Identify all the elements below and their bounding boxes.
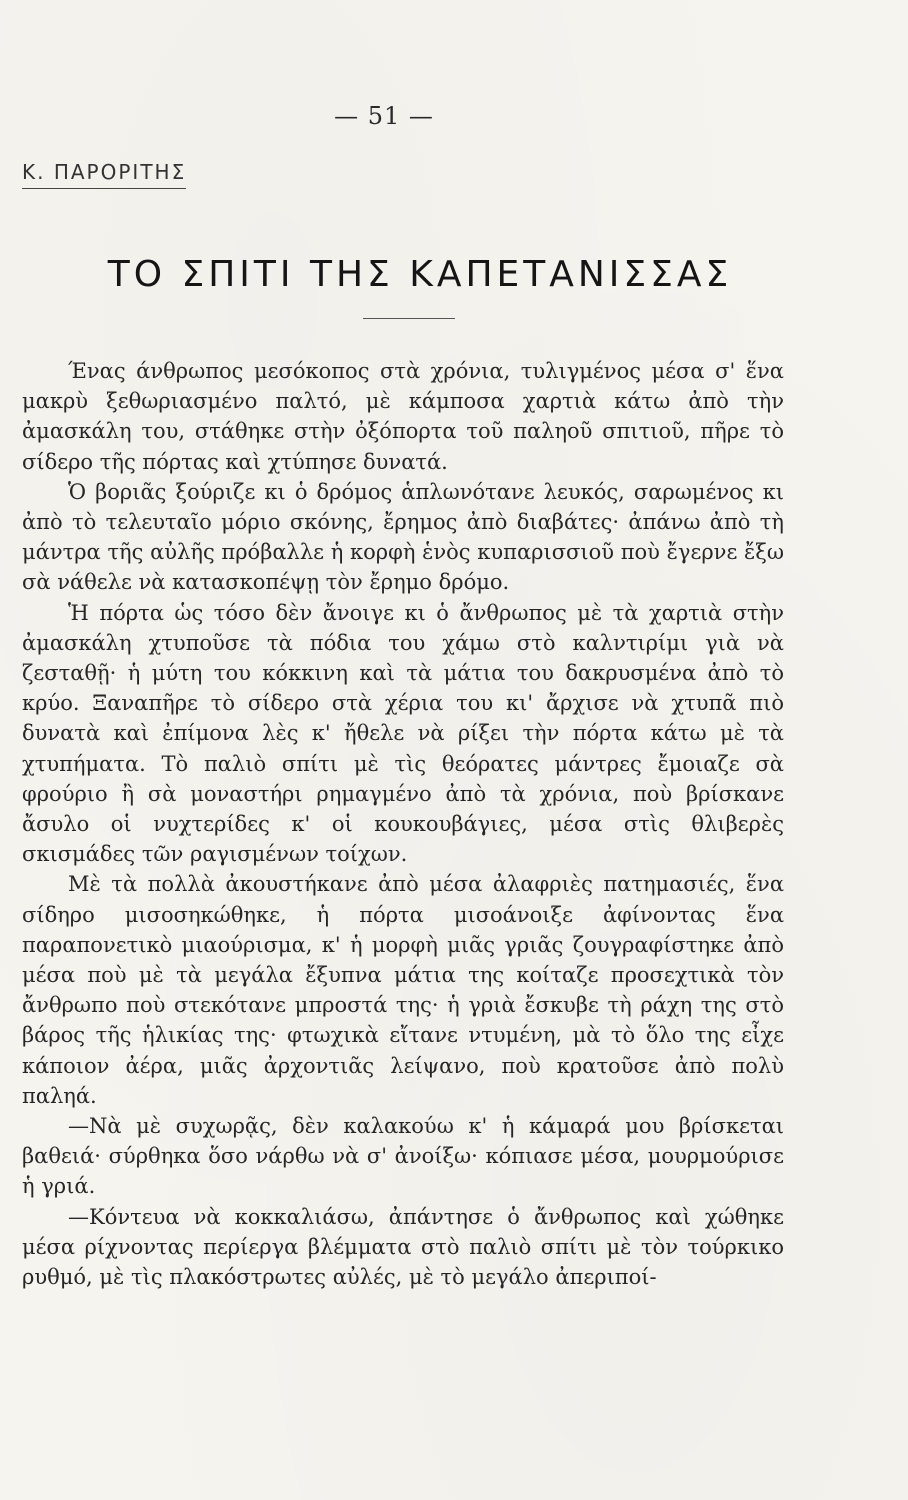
paragraph: Ὁ βοριᾶς ξούριζε κι ὁ δρόμος ἁπλωνότανε λευκός, σαρωμένος κι ἀπὸ τὸ τελευταῖο μόριο σκόνης, ἔρημος ἀπὸ διαβάτες· ἀπάνω ἀπὸ τὴ μάντρα τῆς αὐλῆς πρόβαλλε ἡ κορφὴ ἑνὸς κυπαρισσιοῦ ποὺ ἔγερνε ἔξω σὰ νάθελε νὰ κατασκοπέψῃ τὸν ἔρημο δρόμο. <box>22 479 784 595</box>
author-name: Κ. ΠΑΡΟΡΙΤΗΣ <box>22 160 186 189</box>
title-divider <box>363 318 455 319</box>
story-body <box>22 356 784 1292</box>
page-number: — 51 — <box>334 102 434 130</box>
story-title: ΤΟ ΣΠΙΤΙ ΤΗΣ ΚΑΠΕΤΑΝΙΣΣΑΣ <box>107 254 733 295</box>
paragraph: —Κόντευα νὰ κοκκαλιάσω, ἀπάντησε ὁ ἄνθρωπος καὶ χώθηκε μέσα ρίχνοντας περίεργα βλέμματα στὸ παλιὸ σπίτι μὲ τὸν τούρκικο ρυθμό, μὲ τὶς πλακόστρωτες αὐλές, μὲ τὸ μεγάλο ἀπεριποί- <box>22 1204 784 1290</box>
paragraph: Ένας άνθρωπος μεσόκοπος στὰ χρόνια, τυλιγμένος μέσα σ' ἕνα μακρὺ ξεθωριασμένο παλτό, μὲ κάμποσα χαρτιὰ κάτω ἀπὸ τὴν ἀμασκάλη του, στάθηκε στὴν ὀξόπορτα τοῦ παληοῦ σπιτιοῦ, πῆρε τὸ σίδερο τῆς πόρτας καὶ χτύπησε δυνατά. <box>22 359 784 474</box>
paragraph: Ἡ πόρτα ὡς τόσο δὲν ἄνοιγε κι ὁ ἄνθρωπος μὲ τὰ χαρτιὰ στὴν ἀμασκάλη χτυποῦσε τὰ πόδια του χάμω στὸ καλντιρίμι γιὰ νὰ ζεσταθῇ· ἡ μύτη του κόκκινη καὶ τὰ μάτια του δακρυσμένα ἀπὸ τὸ κρύο. Ξαναπῆρε τὸ σίδερο στὰ χέρια του κι' ἄρχισε νὰ χτυπᾶ πιὸ δυνατὰ καὶ ἐπίμονα λὲς κ' ἤθελε νὰ ρίξει τὴν πόρτα κάτω μὲ τὰ χτυπήματα. Τὸ παλιὸ σπίτι μὲ τὶς θεόρατες μάντρες ἔμοιαζε σὰ φρούριο ἢ σὰ μοναστήρι ρημαγμένο ἀπὸ τὰ χρόνια, ποὺ βρίσκανε ἄσυλο οἱ νυχτερίδες κ' οἱ κουκουβάγιες, μέσα στὶς θλιβερὲς σκισμάδες τῶν ραγισμένων τοίχων. <box>22 600 784 867</box>
paragraph: —Νὰ μὲ συχωρᾷς, δὲν καλακούω κ' ἡ κάμαρά μου βρίσκεται βαθειά· σύρθηκα ὅσο νάρθω νὰ σ' ἀνοίξω· κόπιασε μέσα, μουρμούρισε ἡ γριά. <box>22 1114 784 1199</box>
paragraph: Μὲ τὰ πολλὰ ἀκουστήκανε ἀπὸ μέσα ἀλαφριὲς πατημασιές, ἕνα σίδηρο μισοσηκώθηκε, ἡ πόρτα μισοάνοιξε ἀφίνοντας ἕνα παραπονετικὸ μιαούρισμα, κ' ἡ μορφὴ μιᾶς γριᾶς ζουγραφίστηκε ἀπὸ μέσα ποὺ μὲ τὰ μεγάλα ἔξυπνα μάτια της κοίταζε προσεχτικὰ τὸν ἄνθρωπο ποὺ στεκότανε μπροστά της· ἡ γριὰ ἔσκυβε τὴ ράχη της στὸ βάρος τῆς ἡλικίας της· φτωχικὰ εἴτανε ντυμένη, μὰ τὸ ὅλο της εἶχε κάποιον ἀέρα, μιᾶς ἀρχοντιᾶς λείψανο, ποὺ κρατοῦσε ἀπὸ πολὺ παληά. <box>22 872 784 1108</box>
